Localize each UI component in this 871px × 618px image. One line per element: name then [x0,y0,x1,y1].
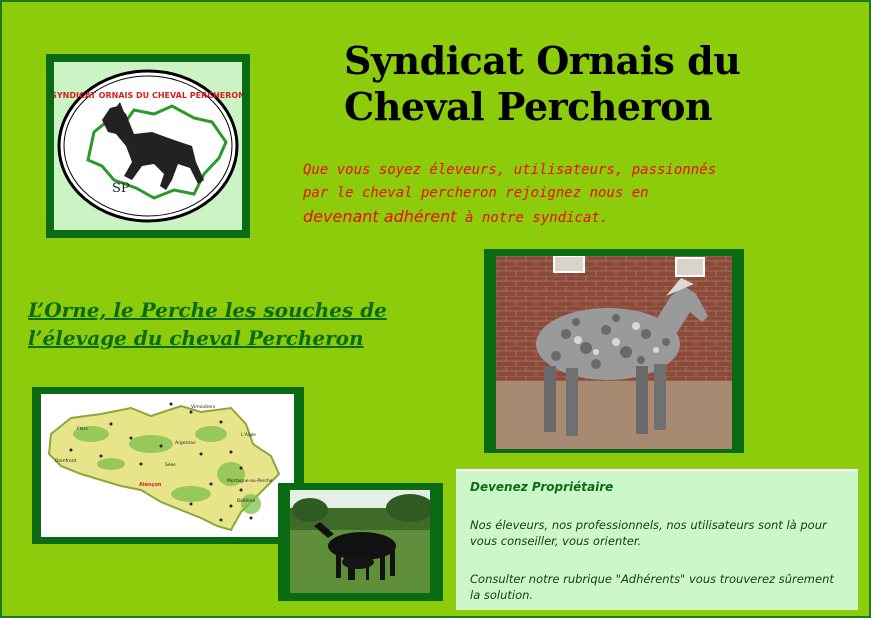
foal-photo[interactable] [290,490,430,593]
map-town-laigle: L'Aigle [241,433,256,438]
map-town-belleme: Bellême [237,499,256,504]
logo-ring-text: SYNDICAT ORNAIS DU CHEVAL PERCHERON [54,91,242,100]
map-town-vimoutiers: Vimoutiers [191,405,216,410]
horse-photo-image [496,256,732,449]
map-town-argentan: Argentan [175,441,196,446]
map-town-sees: Sées [165,463,176,468]
info-paragraph-1: Nos éleveurs, nos professionnels, nos utilisateurs sont là pour vous conseiller, vous orienter. [470,518,827,548]
map-town-flers: Flers [77,427,88,432]
orne-map-image [41,394,294,537]
title-line-1: Syndicat Ornais du [344,38,741,83]
intro-part-1: Que vous soyez éleveurs, utilisateurs, passionnés par le cheval percheron rejoignez nous en [303,162,717,201]
foal-photo-image [290,490,430,593]
map-frame [32,387,304,544]
logo-emblem-icon [54,62,242,230]
intro-text [303,159,723,230]
logo[interactable] [54,62,242,230]
orne-link-line-2[interactable]: l’élevage du cheval Percheron [28,326,364,350]
orne-map[interactable] [41,394,294,537]
orne-perche-link[interactable] [28,296,388,352]
info-paragraph-2: Consulter notre rubrique "Adhérents" vous trouverez sûrement la solution. [470,572,834,602]
title-line-2: Cheval Percheron [344,84,713,129]
map-town-alencon: Alençon [139,482,162,488]
intro-highlight: devenant adhérent [303,207,457,226]
map-town-mortagne: Mortagne-au-Perche [227,479,273,484]
logo-monogram: SP [112,181,130,196]
page-title [344,38,764,130]
info-title: Devenez Propriétaire [470,480,614,494]
horse-photo[interactable] [496,256,732,449]
orne-link-line-1[interactable]: L’Orne, le Perche les souches de [28,298,387,322]
horse-photo-frame [484,249,744,453]
info-panel [456,469,858,610]
map-town-domfront: Domfront [55,459,77,464]
foal-photo-frame [278,483,443,601]
logo-frame [46,54,250,238]
intro-part-2: à notre syndicat. [456,210,609,226]
